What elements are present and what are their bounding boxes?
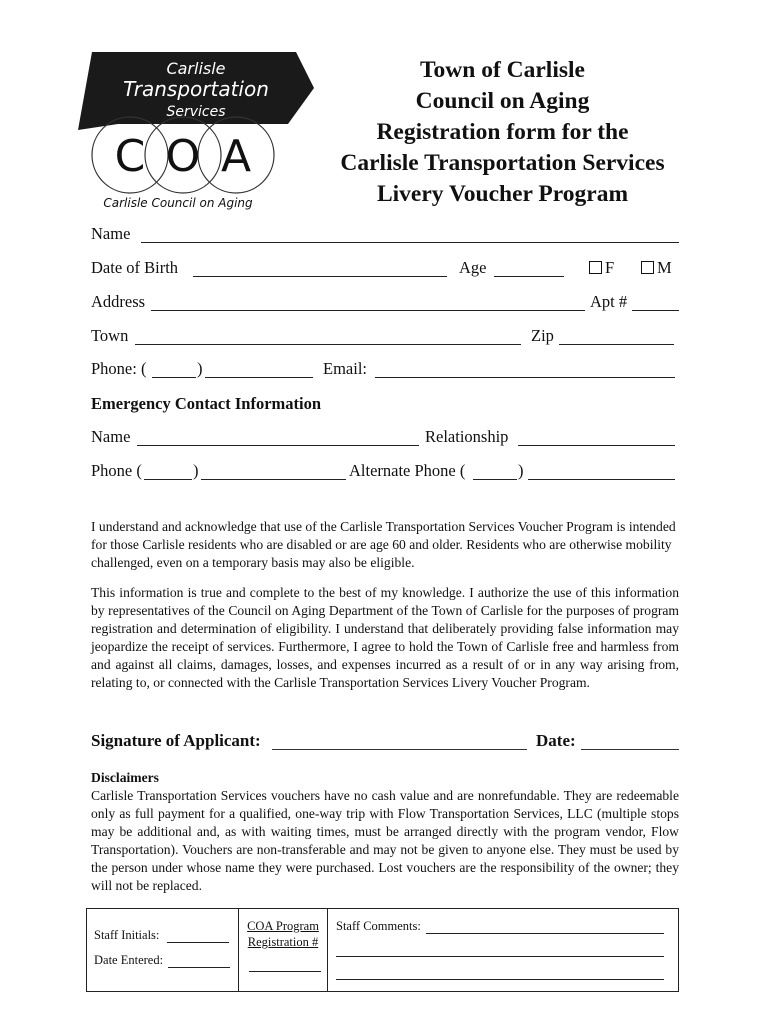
alt-phone-area-field[interactable] bbox=[473, 479, 517, 480]
registration-number-label: Registration # bbox=[247, 935, 319, 949]
apt-label: Apt # bbox=[590, 292, 628, 311]
staff-initials-cell bbox=[87, 909, 239, 992]
name-label: Name bbox=[91, 224, 131, 243]
coa-program-label: COA Program bbox=[247, 919, 319, 933]
address-field[interactable] bbox=[151, 310, 585, 311]
zip-field[interactable] bbox=[559, 344, 674, 345]
date-entered-field[interactable] bbox=[168, 967, 230, 968]
dob-label: Date of Birth bbox=[91, 258, 179, 277]
title-line-4: Carlisle Transportation Services bbox=[340, 150, 665, 176]
emergency-name-label: Name bbox=[91, 427, 131, 446]
logo-letter-c: C bbox=[114, 131, 146, 182]
staff-comments-cell bbox=[328, 909, 679, 992]
town-label: Town bbox=[91, 326, 129, 345]
phone-number-field[interactable] bbox=[205, 377, 313, 378]
dob-field[interactable] bbox=[193, 276, 447, 277]
alt-phone-field[interactable] bbox=[528, 479, 675, 480]
town-field[interactable] bbox=[135, 344, 521, 345]
phone-area-code-field[interactable] bbox=[152, 377, 196, 378]
date-label: Date: bbox=[536, 731, 576, 750]
disclaimers-text: Carlisle Transportation Services vouchers have no cash value and are nonrefundable. They are redeemable only as full payment for a qualified, one-way trip with Flow Transportation Services, LLC (multiple stops may be additional and, as with waiting times, must be arranged directly with the program vendor, Flow Transportation). Vouchers are non-transferable and may not be given to anyone else. They must be used by the person under whose name they were purchased. Lost vouchers are the responsibility of the owner; they will not be replaced. bbox=[91, 788, 679, 893]
alt-phone-paren: ) bbox=[518, 461, 524, 480]
emergency-phone-label: Phone ( bbox=[91, 461, 142, 480]
logo-banner-line3: Services bbox=[166, 104, 226, 120]
zip-label: Zip bbox=[531, 326, 554, 345]
male-checkbox[interactable] bbox=[641, 261, 654, 274]
logo-tagline: Carlisle Council on Aging bbox=[103, 196, 253, 210]
title-line-2: Council on Aging bbox=[415, 88, 590, 114]
email-field[interactable] bbox=[375, 377, 675, 378]
eligibility-paragraph: I understand and acknowledge that use of the Carlisle Transportation Services Voucher Program is intended for those Carlisle residents who are disabled or are age 60 and older. Residents who are otherwise mobility challenged, even on a temporary basis may also be eligible. bbox=[91, 519, 676, 570]
phone-label: Phone: ( bbox=[91, 359, 147, 378]
staff-use-table bbox=[86, 908, 679, 992]
relationship-field[interactable] bbox=[518, 445, 675, 446]
female-label: F bbox=[605, 258, 615, 277]
emergency-name-field[interactable] bbox=[137, 445, 419, 446]
staff-comments-line-2[interactable] bbox=[336, 956, 664, 957]
signature-field[interactable] bbox=[272, 749, 527, 750]
alt-phone-label: Alternate Phone ( bbox=[349, 461, 466, 480]
form-title bbox=[320, 55, 685, 210]
female-option[interactable] bbox=[589, 258, 614, 278]
title-line-3: Registration form for the bbox=[376, 119, 629, 145]
authorization-paragraph: This information is true and complete to the best of my knowledge. I authorize the use of this information by representatives of the Council on Aging Department of the Town of Carlisle for the purposes of program registration and determination of eligibility. I understand that deliberately providing false information may jeopardize the receipt of services. Furthermore, I agree to hold the Town of Carlisle free and harmless from and against all claims, damages, losses, and expenses incurred as a result of or in any way arising from, relating to, or connected with the Carlisle Transportation Services Livery Voucher Program. bbox=[91, 585, 679, 690]
logo-letter-o: O bbox=[165, 131, 201, 182]
apt-field[interactable] bbox=[632, 310, 679, 311]
male-label: M bbox=[657, 258, 672, 277]
emergency-heading: Emergency Contact Information bbox=[91, 394, 322, 413]
title-line-1: Town of Carlisle bbox=[420, 57, 585, 83]
name-field[interactable] bbox=[141, 242, 679, 243]
logo-banner-line2: Transportation bbox=[123, 77, 269, 101]
male-option[interactable] bbox=[641, 258, 672, 278]
age-label: Age bbox=[459, 258, 487, 277]
date-entered-label: Date Entered: bbox=[94, 953, 164, 967]
logo-banner-line1: Carlisle bbox=[166, 59, 226, 78]
age-field[interactable] bbox=[494, 276, 564, 277]
signature-label: Signature of Applicant: bbox=[91, 731, 261, 750]
emergency-phone-area-field[interactable] bbox=[144, 479, 192, 480]
female-checkbox[interactable] bbox=[589, 261, 602, 274]
coa-logo bbox=[78, 50, 318, 215]
staff-initials-label: Staff Initials: bbox=[94, 928, 160, 942]
phone-paren: ) bbox=[197, 359, 203, 378]
disclaimers-heading: Disclaimers bbox=[91, 770, 159, 785]
staff-initials-field[interactable] bbox=[167, 942, 229, 943]
date-field[interactable] bbox=[581, 749, 679, 750]
title-line-5: Livery Voucher Program bbox=[376, 181, 629, 207]
email-label: Email: bbox=[323, 359, 367, 378]
relationship-label: Relationship bbox=[425, 427, 509, 446]
logo-letter-a: A bbox=[220, 131, 252, 182]
emergency-phone-field[interactable] bbox=[201, 479, 346, 480]
registration-number-field[interactable] bbox=[249, 971, 321, 972]
staff-comments-line-3[interactable] bbox=[336, 979, 664, 980]
staff-comments-line-1[interactable] bbox=[426, 933, 664, 934]
address-label: Address bbox=[91, 292, 146, 311]
staff-comments-label: Staff Comments: bbox=[336, 919, 421, 933]
emergency-phone-paren: ) bbox=[193, 461, 199, 480]
coa-registration-cell bbox=[239, 909, 328, 992]
